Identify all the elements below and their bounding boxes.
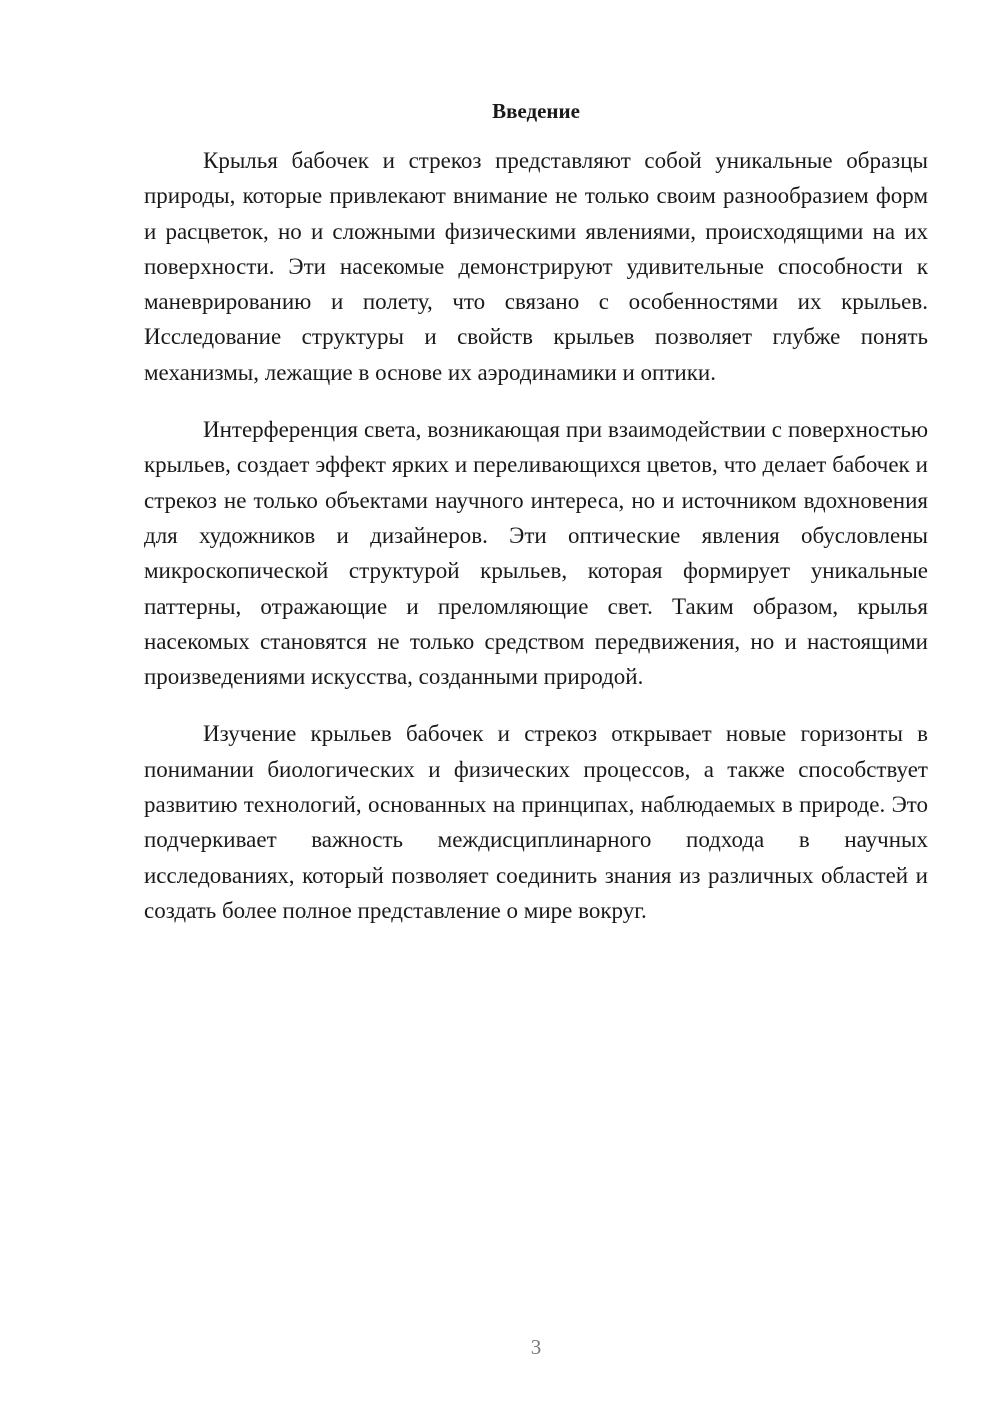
document-body	[144, 143, 928, 950]
paragraph-intro: Крылья бабочек и стрекоз представляют собой уникальные образцы природы, которые привлекают внимание не только своим разнообразием форм и расцветок, но и сложными физическими явлениями, происходящими на их поверхности. Эти насекомые демонстрируют удивительные способности к маневрированию и полету, что связано с особенностями их крыльев. Исследование структуры и свойств крыльев позволяет глубже понять механизмы, лежащие в основе их аэродинамики и оптики.	[144, 148, 928, 385]
page-number: 3	[530, 1335, 542, 1359]
page-title: Введение	[492, 99, 580, 123]
paragraph-interference: Интерференция света, возникающая при взаимодействии с поверхностью крыльев, создает эффект ярких и переливающихся цветов, что делает бабочек и стрекоз не только объектами научного интереса, но и источником вдохновения для художников и дизайнеров. Эти оптические явления обусловлены микроскопической структурой крыльев, которая формирует уникальные паттерны, отражающие и преломляющие свет. Таким образом, крылья насекомых становятся не только средством передвижения, но и настоящими произведениями искусства, созданными природой.	[144, 417, 928, 690]
paragraph-conclusion: Изучение крыльев бабочек и стрекоз открывает новые горизонты в понимании биологических и физических процессов, а также способствует развитию технологий, основанных на принципах, наблюдаемых в природе. Это подчеркивает важность междисциплинарного подхода в научных исследованиях, который позволяет соединить знания из различных областей и создать более полное представление о мире вокруг.	[144, 721, 928, 923]
